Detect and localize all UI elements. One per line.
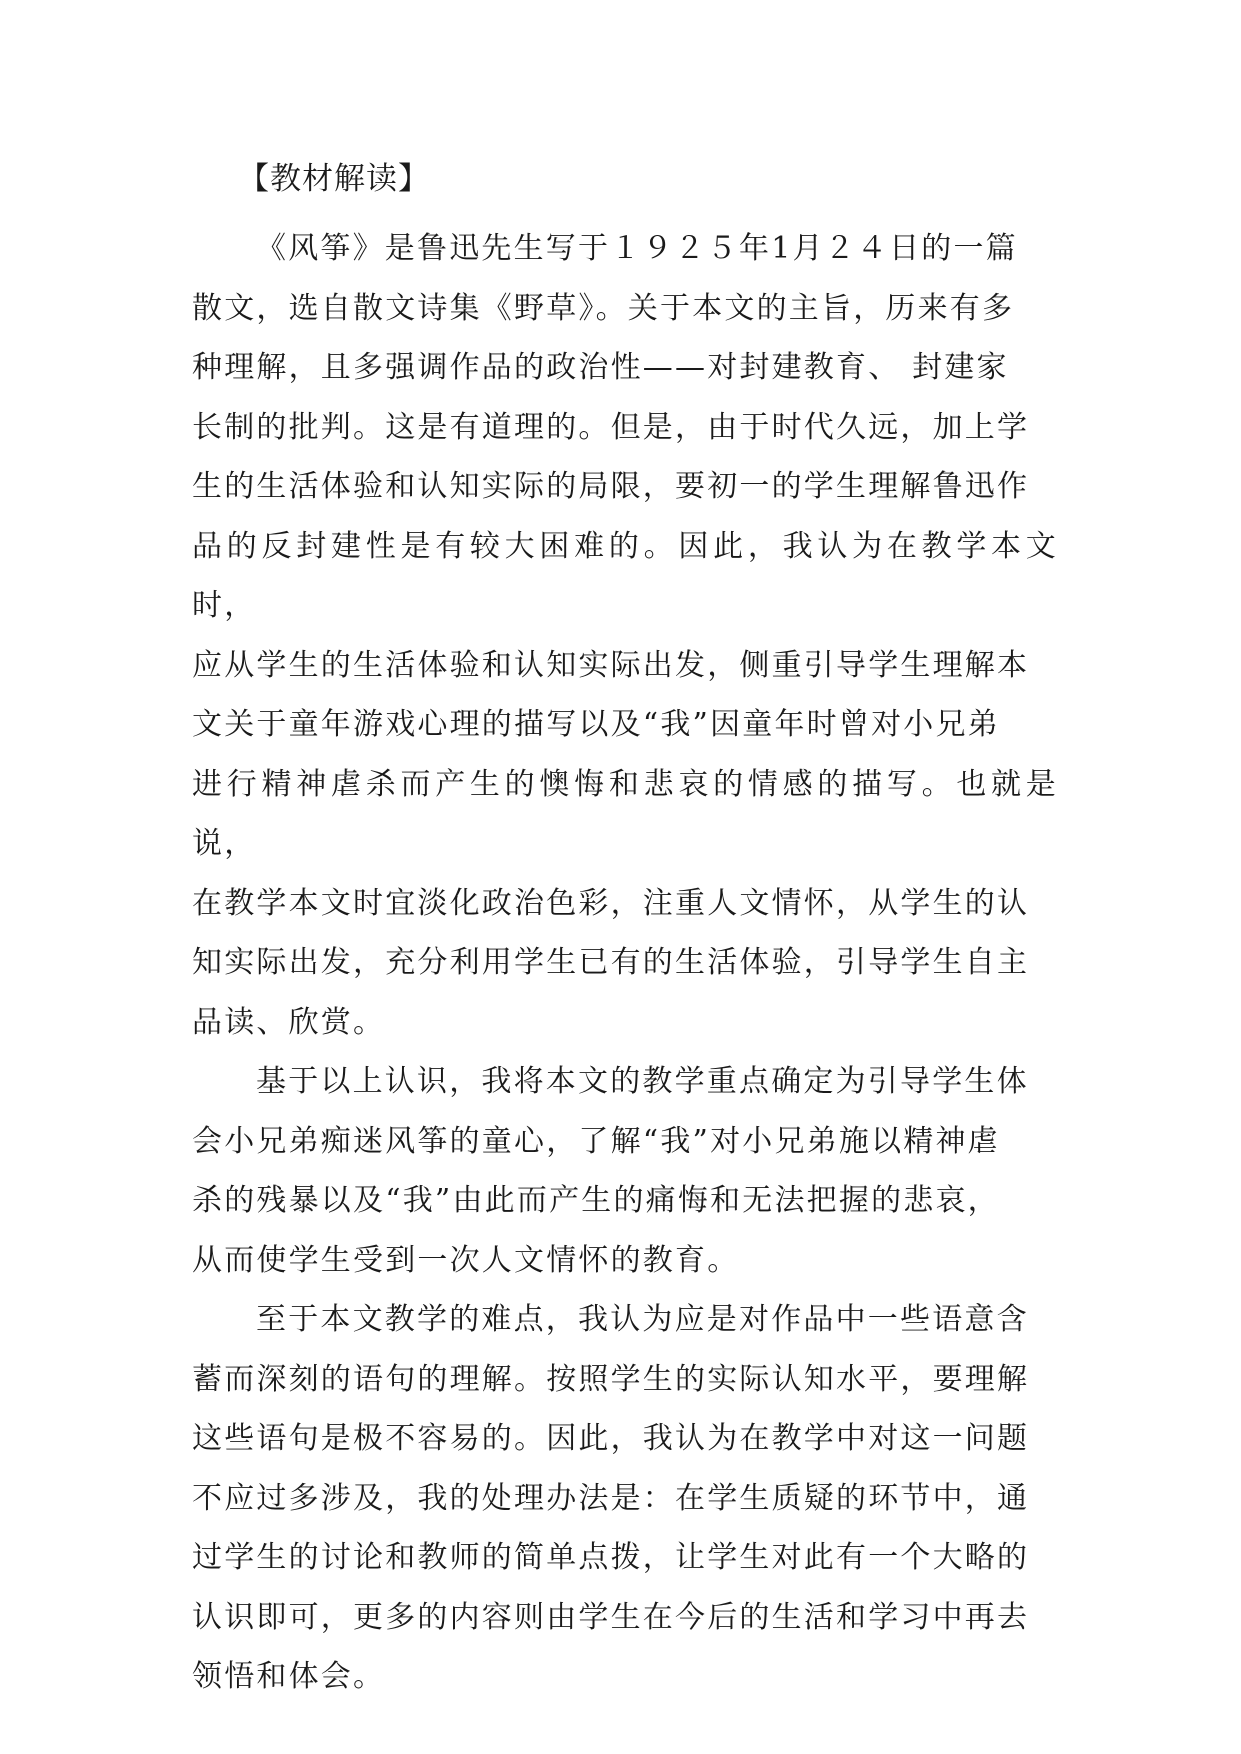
document-page bbox=[192, 160, 1058, 1707]
paragraph-2: 基于以上认识，我将本文的教学重点确定为引导学生体 会小兄弟痴迷风筝的童心，了解“我”对小兄弟施以精神虐 杀的残暴以及“我”由此而产生的痛悔和无法把握的悲哀， 从而使学生受到一次人文情怀的教育。 bbox=[192, 1064, 1029, 1278]
paragraph-3: 至于本文教学的难点，我认为应是对作品中一些语意含 蓄而深刻的语句的理解。按照学生的实际认知水平，要理解 这些语句是极不容易的。因此，我认为在教学中对这一问题 不应过多涉及，我的处理办法是：在学生质疑的环节中，通 过学生的讨论和教师的简单点拨，让学生对此有一个大略的 认识即可，更多的内容则由学生在今后的生活和学习中再去 领悟和体会。 bbox=[192, 1302, 1030, 1694]
section-heading: 【教材解读】 bbox=[238, 161, 430, 197]
paragraph-1: 《风筝》是鲁迅先生写于１９２５年1月２４日的一篇 散文，选自散文诗集《野草》。关于本文的主旨，历来有多 种理解，且多强调作品的政治性——对封建教育、 封建家 长制的批判。这是有道理的。但是，由于时代久远，加上学 生的生活体验和认知实际的局限，要初一的学生理解鲁迅作 品的反封建性是有较大困难的。因此，我认为在教学本文时， 应从学生的生活体验和认知实际出发，侧重引导学生理解本 文关于童年游戏心理的描写以及“我”因童年时曾对小兄弟 进行精神虐杀而产生的懊悔和悲哀的情感的描写。也就是说， 在教学本文时宜淡化政治色彩，注重人文情怀，从学生的认 知实际出发，充分利用学生已有的生活体验，引导学生自主 品读、欣赏。 bbox=[192, 231, 1058, 1040]
